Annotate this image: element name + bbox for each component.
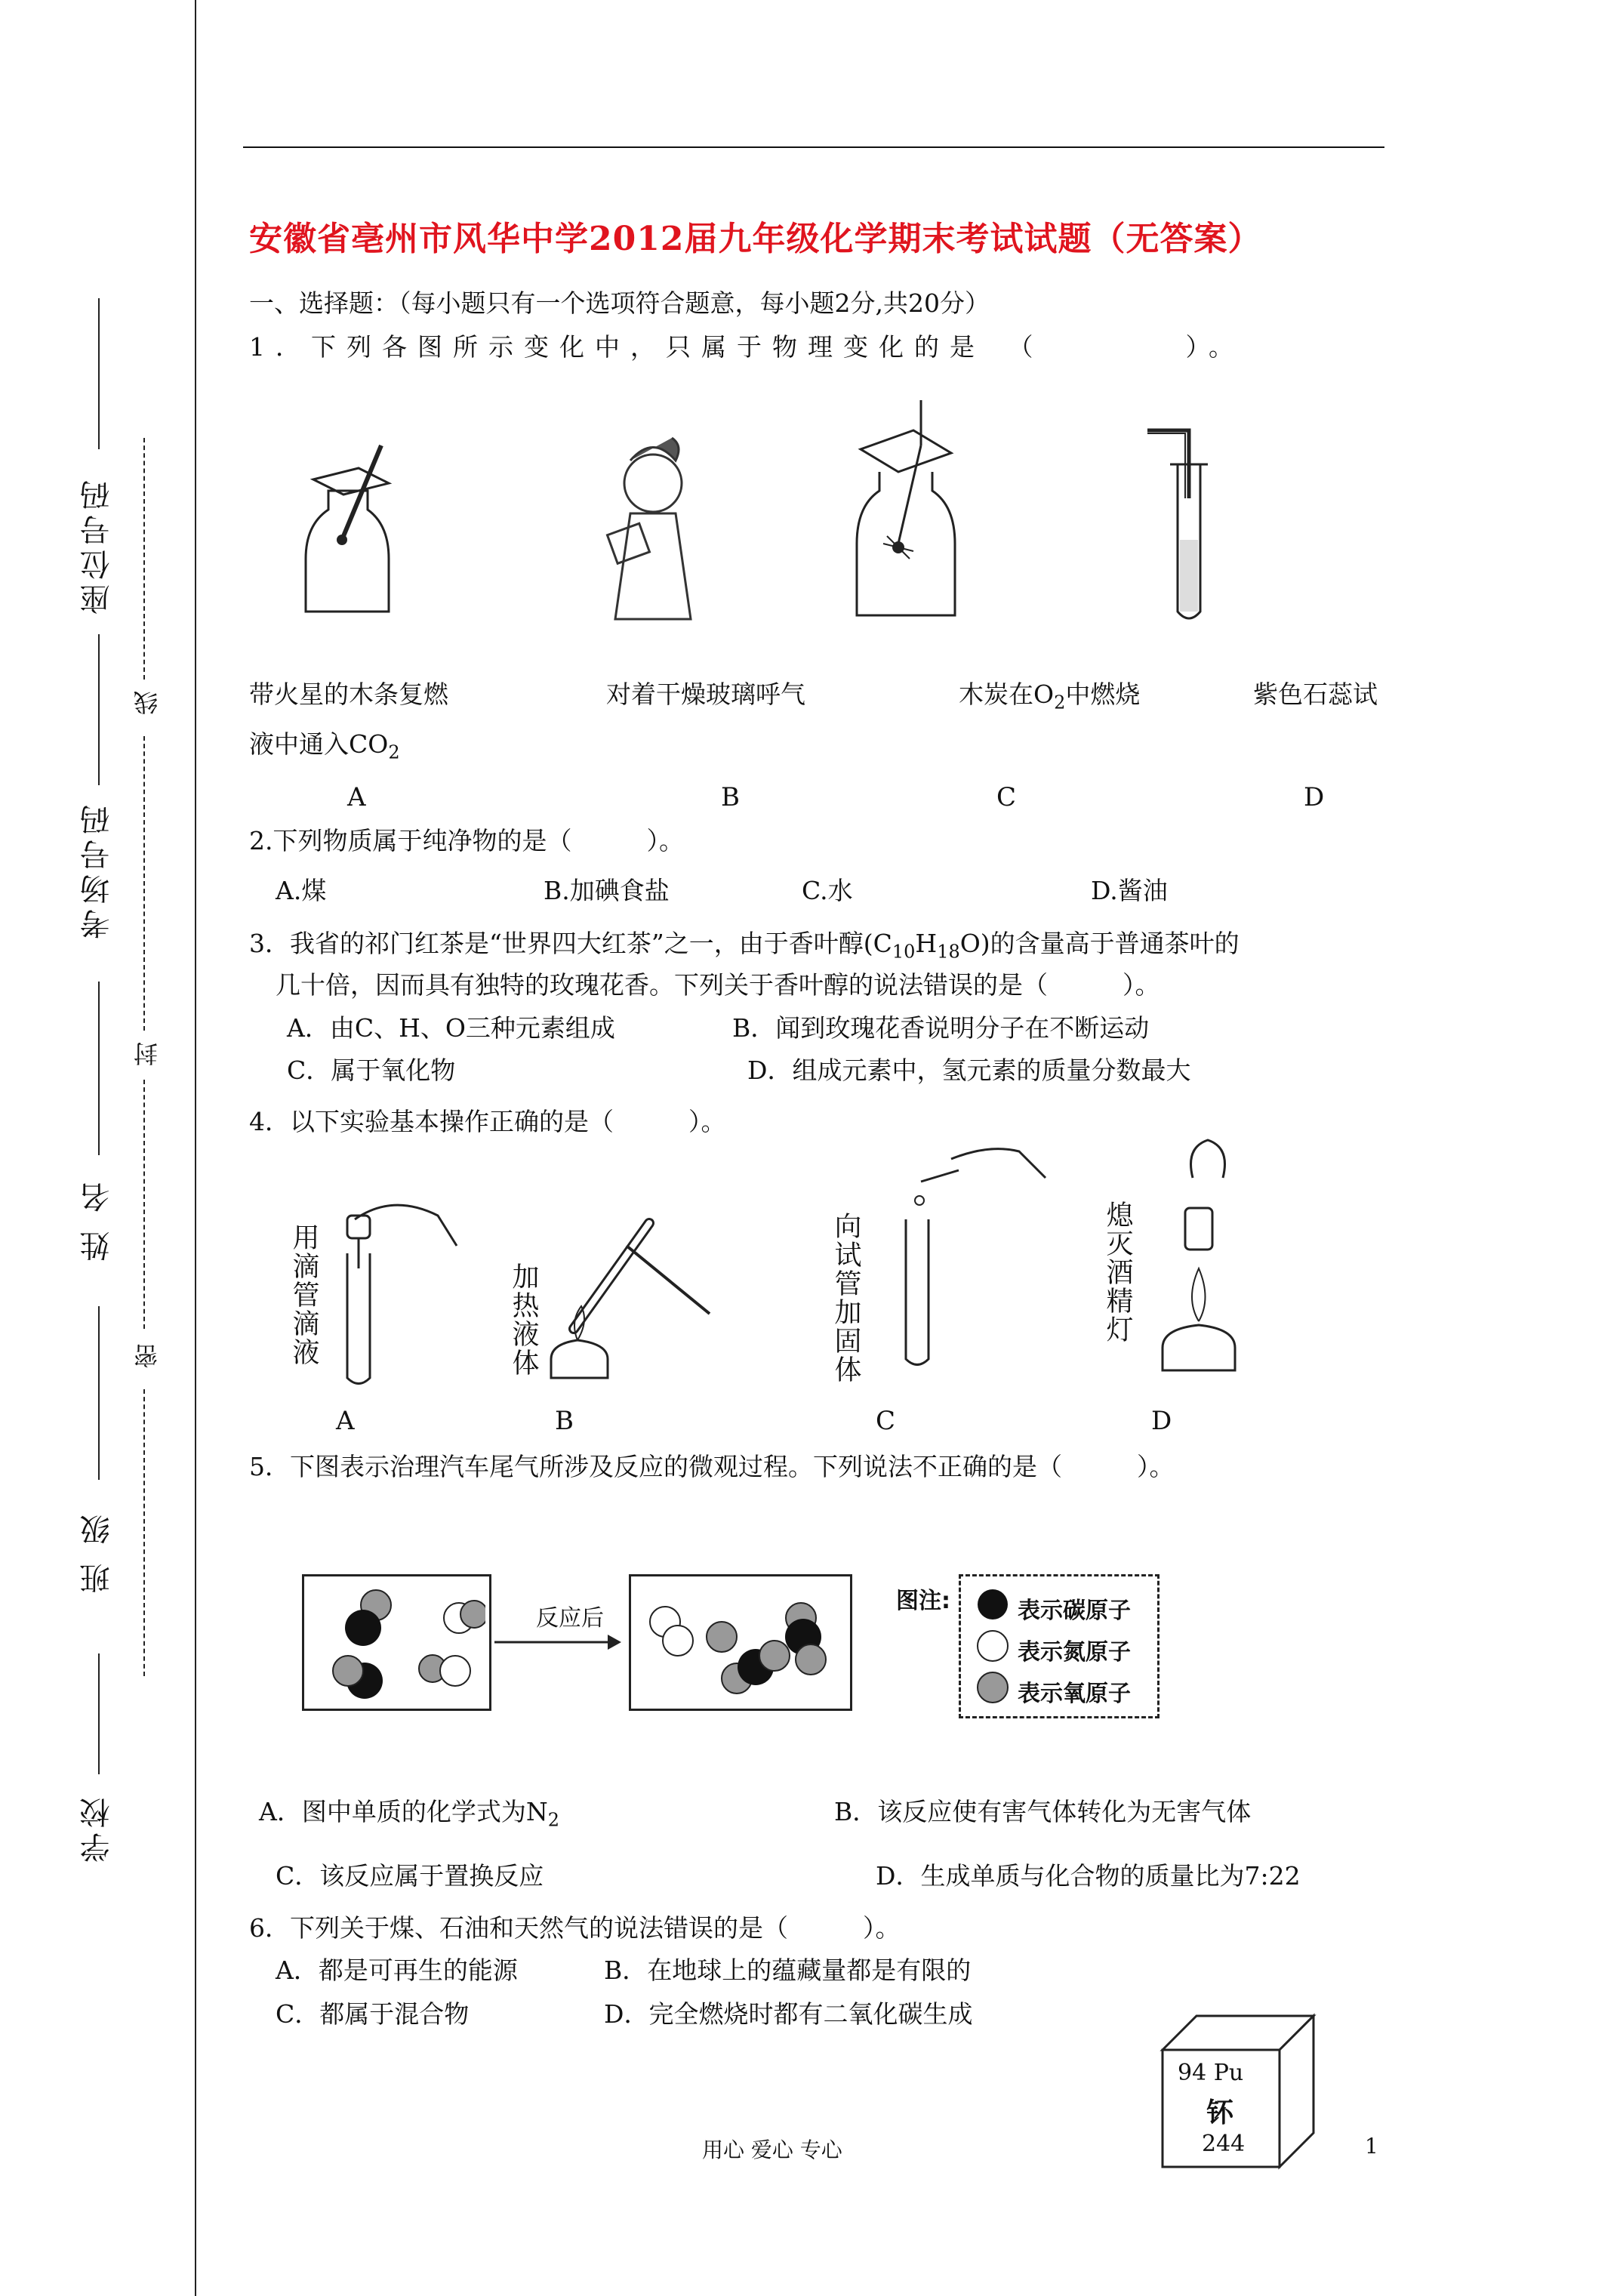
seal-seal-char: 封	[133, 1042, 162, 1066]
q5-legend-title: 图注:	[896, 1588, 950, 1614]
element-number-symbol: 94 Pu	[1178, 2060, 1244, 2086]
q4-caption-c: 向试管加固体	[830, 1212, 861, 1384]
q2-option-c: C.水	[802, 876, 853, 905]
q5-option-b: B．该反应使有害气体转化为无害气体	[834, 1797, 1252, 1826]
q4-label-c: C	[876, 1406, 896, 1436]
q3-option-a: A．由C、H、O三种元素组成	[287, 1013, 615, 1043]
school-label: 学校	[80, 1793, 115, 1863]
q5-reactant-molecules	[304, 1576, 485, 1705]
q4-stem: 4．以下实验基本操作正确的是（ ）。	[249, 1107, 726, 1136]
q5-legend-icons	[974, 1582, 1012, 1710]
q1-label-d: D	[1304, 782, 1325, 812]
q3-stem-line2: 几十倍，因而具有独特的玫瑰花香。下列关于香叶醇的说法错误的是（ ）。	[276, 970, 1160, 1000]
q2-option-b: B.加碘食盐	[544, 876, 670, 905]
class-label: 班 级	[80, 1510, 115, 1594]
school-underline	[98, 1653, 100, 1774]
name-label: 姓 名	[80, 1178, 115, 1262]
q5-legend-carbon: 表示碳原子	[1018, 1598, 1131, 1624]
q4-caption-d: 熄灭酒精灯	[1102, 1200, 1133, 1344]
seal-dash-1	[143, 438, 145, 680]
q6-option-d: D．完全燃烧时都有二氧化碳生成	[604, 1999, 973, 2029]
q1-caption-b: 对着干燥玻璃呼气	[606, 680, 805, 709]
q4-caption-a: 用滴管滴液	[288, 1223, 319, 1367]
q1-caption-c: 木炭在$O_2$中燃烧	[959, 680, 1141, 713]
q6-stem: 6．下列关于煤、石油和天然气的说法错误的是（ ）。	[249, 1913, 901, 1943]
seat-no-underline	[98, 298, 100, 449]
seal-secret-char: 密	[133, 1344, 162, 1368]
exam-room-label: 考场号码	[80, 800, 115, 939]
footer-slogan: 用心 爱心 专心	[702, 2137, 842, 2162]
q3-option-c: C．属于氧化物	[287, 1056, 456, 1085]
name-underline	[98, 982, 100, 1155]
q4-figure-a-dropper	[325, 1185, 460, 1389]
q5-option-a: A．图中单质的化学式为$N_2$	[259, 1797, 559, 1831]
q5-option-d: D．生成单质与化合物的质量比为7:22	[876, 1861, 1301, 1891]
header-rule	[243, 146, 1384, 148]
q3-option-b: B．闻到玫瑰花香说明分子在不断运动	[732, 1013, 1150, 1043]
q4-label-b: B	[555, 1406, 574, 1436]
seal-dash-4	[143, 1389, 145, 1676]
q1-label-a: A	[347, 782, 366, 812]
class-underline	[98, 1306, 100, 1480]
q5-product-molecules	[631, 1576, 847, 1705]
q5-arrow-label: 反应后	[536, 1605, 604, 1632]
q5-stem: 5．下图表示治理汽车尾气所涉及反应的微观过程。下列说法不正确的是（ ）。	[249, 1452, 1175, 1481]
q2-option-d: D.酱油	[1091, 876, 1168, 905]
q4-figure-b-heating	[536, 1208, 717, 1389]
exam-room-underline	[98, 634, 100, 785]
q5-option-c: C．该反应属于置换反应	[276, 1861, 544, 1891]
page-title: 安徽省亳州市风华中学2012届九年级化学期末考试试题（无答案）	[249, 220, 1262, 258]
element-name: 钚	[1206, 2097, 1234, 2128]
q6-option-b: B．在地球上的蕴藏量都是有限的	[604, 1955, 972, 1985]
element-mass: 244	[1202, 2131, 1246, 2157]
q1-label-c: C	[996, 782, 1017, 812]
q1-figure-c-bottle	[845, 400, 966, 619]
q3-option-d: D．组成元素中，氢元素的质量分数最大	[747, 1056, 1191, 1085]
q5-arrow	[494, 1631, 623, 1653]
q5-legend-nitrogen: 表示氮原子	[1018, 1639, 1131, 1666]
q1-caption-a: 带火星的木条复燃	[249, 680, 448, 709]
section-heading: 一、选择题：（每小题只有一个选项符合题意，每小题2分,共20分）	[249, 288, 990, 318]
margin-border-line	[195, 0, 196, 2296]
q1-caption-d2: 液中通入$CO_2$	[249, 729, 400, 763]
q4-label-d: D	[1151, 1406, 1172, 1436]
q1-caption-d1: 紫色石蕊试	[1253, 680, 1378, 709]
q4-caption-b: 加热液体	[508, 1262, 539, 1377]
q1-label-b: B	[721, 782, 740, 812]
seat-no-label: 座位号码	[80, 476, 115, 615]
q1-figure-a-bottle	[298, 438, 404, 619]
seal-line-char: 线	[133, 691, 162, 715]
page-number: 1	[1365, 2134, 1378, 2159]
q4-figure-c-test-tube	[876, 1136, 1049, 1370]
q6-option-a: A．都是可再生的能源	[276, 1955, 518, 1985]
q1-stem: 1．下列各图所示变化中，只属于物理变化的是 （ ）。	[249, 332, 1244, 362]
q6-option-c: C．都属于混合物	[276, 1999, 470, 2029]
q4-label-a: A	[336, 1406, 355, 1436]
q2-option-a: A.煤	[276, 876, 327, 905]
q4-figure-d-lamp	[1140, 1133, 1261, 1382]
seal-dash-3	[143, 1080, 145, 1329]
q1-figure-b-girl	[600, 430, 698, 627]
q3-stem-line1: 3．我省的祁门红茶是“世界四大红茶”之一，由于香叶醇$(C_{10}H_{18}O)$的含量高于普通茶叶的	[249, 929, 1240, 963]
q2-stem: 2.下列物质属于纯净物的是（ ）。	[249, 826, 684, 855]
q1-figure-d-test-tube	[1144, 423, 1219, 627]
q5-legend-oxygen: 表示氧原子	[1018, 1681, 1131, 1707]
seal-dash-2	[143, 736, 145, 1031]
